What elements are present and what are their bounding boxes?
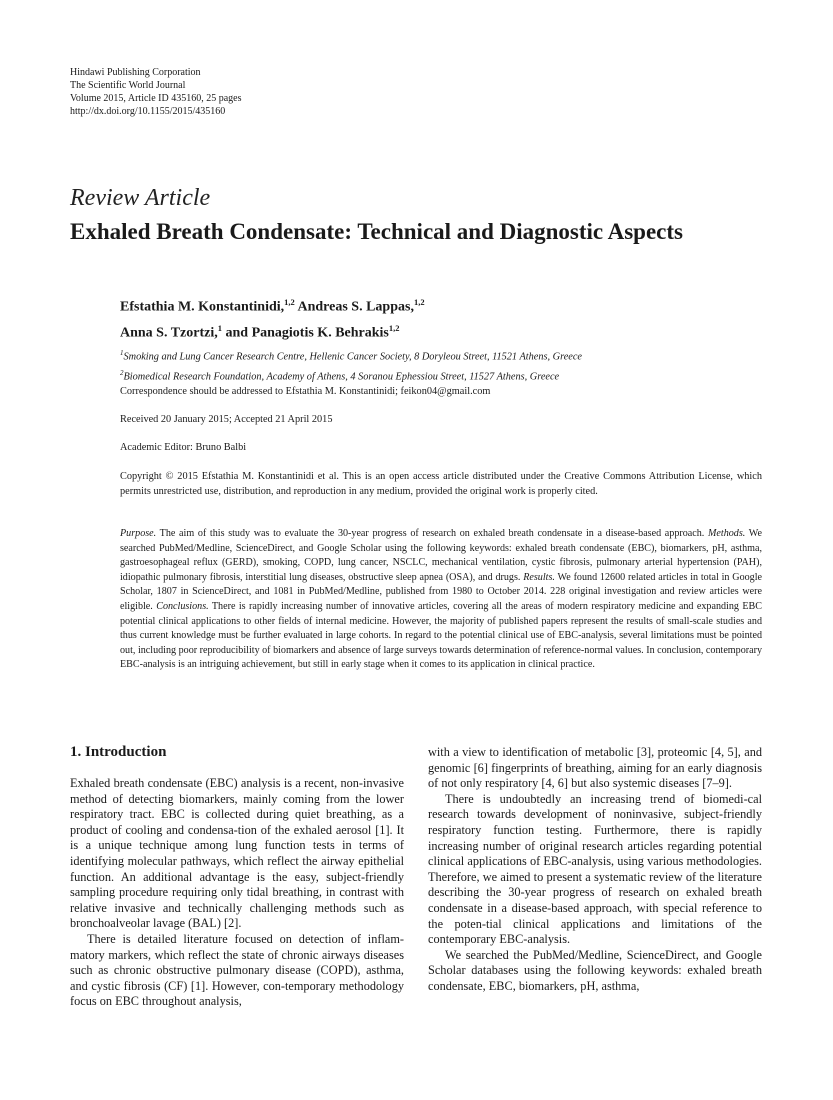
abstract-conclusions-label: Conclusions. <box>156 600 209 612</box>
abstract-purpose: The aim of this study was to evaluate the 30-year progress of research on exhaled breath condensate in a disease-based approach. <box>156 528 709 539</box>
right-column <box>428 745 762 995</box>
abstract-purpose-label: Purpose. <box>120 528 157 539</box>
abstract-methods-label: Methods. <box>708 528 746 539</box>
abstract-conclusions: There is rapidly increasing number of innovative articles, covering all the areas of modern respiratory medicine and expanding EBC potential clinical applications to other fields of internal medicine. However, the majority of published papers represent the results of small-scale studies and thus current knowledge must be further evaluated in large cohorts. In regard to the potential clinical use of EBC-analysis, several limitations must be pointed out, including poor reproducibility of biomarkers and absence of large surveys towards determination of reference-normal values. In conclusion, contemporary EBC-analysis is an intriguing achievement, but still in early stage when it comes to its application in clinical practice. <box>120 600 762 671</box>
author-name: and Panagiotis K. Behrakis <box>222 325 389 341</box>
affiliation-2 <box>120 365 582 385</box>
abstract-results: We found 12600 related articles in total in Google Scholar, 1807 in ScienceDirect, and 1081 in PubMed/Medline, published from 1980 to October 2014. 228 original investigation and review articles were eligible. <box>120 571 763 612</box>
paragraph: with a view to identification of metabolic [3], proteomic [4, 5], and genomic [6] fingerprints of breathing, aiming for an early diagnosis of not only respiratory [4, 6] but also systemic diseases [7–9]. <box>428 745 762 791</box>
affiliation-1 <box>120 345 582 365</box>
copyright-notice: Copyright © 2015 Efstathia M. Konstantinidi et al. This is an open access article distributed under the Creative Commons Attribution License, which permits unrestricted use, distribution, and reproduction in any medium, provided the original work is properly cited. <box>120 471 762 497</box>
paragraph: There is detailed literature focused on detection of inflam-matory markers, which reflect the state of chronic airways diseases such as chronic obstructive pulmonary disease (COPD), asthma, and cystic fibrosis (CF) [1]. However, con-temporary methodology focus on EBC throughout analysis, <box>70 931 404 1009</box>
correspondence: Correspondence should be addressed to Efstathia M. Konstantinidi; feikon04@gmail.com <box>120 386 491 397</box>
author-affiliation-mark: 1,2 <box>413 297 425 307</box>
abstract-methods: We searched PubMed/Medline, ScienceDirect, and Google Scholar using the following keywords: exhaled breath condensate (EBC), biomarkers, pH, asthma, gastroesophageal reflux (GERD), smoking, COPD, lung cancer, NSCLC, mechanical ventilation, cystic fibrosis, pulmonary arterial hypertension (PAH), idiopathic pulmonary fibrosis, interstitial lung diseases, obstructive sleep apnea (OSA), and drugs. <box>120 528 763 583</box>
author-affiliation-mark: 1,2 <box>388 322 400 333</box>
author-affiliation-mark: 1,2 <box>284 297 295 307</box>
publisher: Hindawi Publishing Corporation <box>70 67 201 78</box>
article-title: Exhaled Breath Condensate: Technical and Diagnostic Aspects <box>70 219 683 244</box>
left-column <box>70 776 404 1010</box>
affiliation-mark: 2 <box>120 369 124 378</box>
paragraph: There is undoubtedly an increasing trend of biomedi-cal research towards development of noninvasive, subject-friendly respiratory function testing. Furthermore, there is rapidly increasing number of original research articles regarding potential clinical applications of EBC-analysis, using various methodologies. Therefore, we aimed to present a systematic review of the literature describing the 30-year progress of research on exhaled breath condensate in a disease-based approach, with special reference to the poten-tial clinical applications and limitations of the contemporary EBC-analysis. <box>428 791 762 947</box>
article-type: Review Article <box>70 185 211 211</box>
journal-name: The Scientific World Journal <box>70 80 186 91</box>
paragraph: We searched the PubMed/Medline, ScienceDirect, and Google Scholar databases using the following keywords: exhaled breath condensate, EBC, biomarkers, pH, asthma, <box>428 947 762 993</box>
author-line-2 <box>120 318 425 344</box>
journal-header <box>70 66 241 118</box>
author-name: Anna S. Tzortzi, <box>120 325 218 341</box>
journal-volume: Volume 2015, Article ID 435160, 25 pages <box>70 93 242 104</box>
affiliations <box>120 345 582 386</box>
author-affiliation-mark: 1 <box>217 322 222 333</box>
author-name: Andreas S. Lappas, <box>294 299 414 315</box>
author-name: Efstathia M. Konstantinidi, <box>120 299 285 315</box>
affiliation-text: Biomedical Research Foundation, Academy of Athens, 4 Soranou Ephessiou Street, 11527 Athens, Greece <box>123 371 560 383</box>
section-heading: 1. Introduction <box>70 744 167 760</box>
paragraph: Exhaled breath condensate (EBC) analysis is a recent, non-invasive method of detecting biomarkers, mainly coming from the lower respiratory tract. EBC is collected during quiet breathing, as a product of cooling and condensa-tion of the exhaled aerosol [1]. It is a unique technique among lung function tests in terms of identifying molecular pathways, which reflect the airway epithelial function. An additional advantage is the easy, subject-friendly sampling procedure requiring only tidal breathing, in contrast with relative invasive and technically challenging methods such as bronchoalveolar lavage (BAL) [2]. <box>70 776 404 931</box>
abstract-results-label: Results. <box>523 571 555 583</box>
affiliation-mark: 1 <box>120 349 124 357</box>
abstract <box>120 527 762 673</box>
author-line-1 <box>120 292 425 318</box>
affiliation-text: Smoking and Lung Cancer Research Centre, Hellenic Cancer Society, 8 Doryleou Street, 11521 Athens, Greece <box>123 351 582 363</box>
academic-editor: Academic Editor: Bruno Balbi <box>120 442 247 453</box>
author-list <box>120 292 425 343</box>
doi-link[interactable]: http://dx.doi.org/10.1155/2015/435160 <box>70 106 226 117</box>
received-dates: Received 20 January 2015; Accepted 21 April 2015 <box>120 414 333 425</box>
